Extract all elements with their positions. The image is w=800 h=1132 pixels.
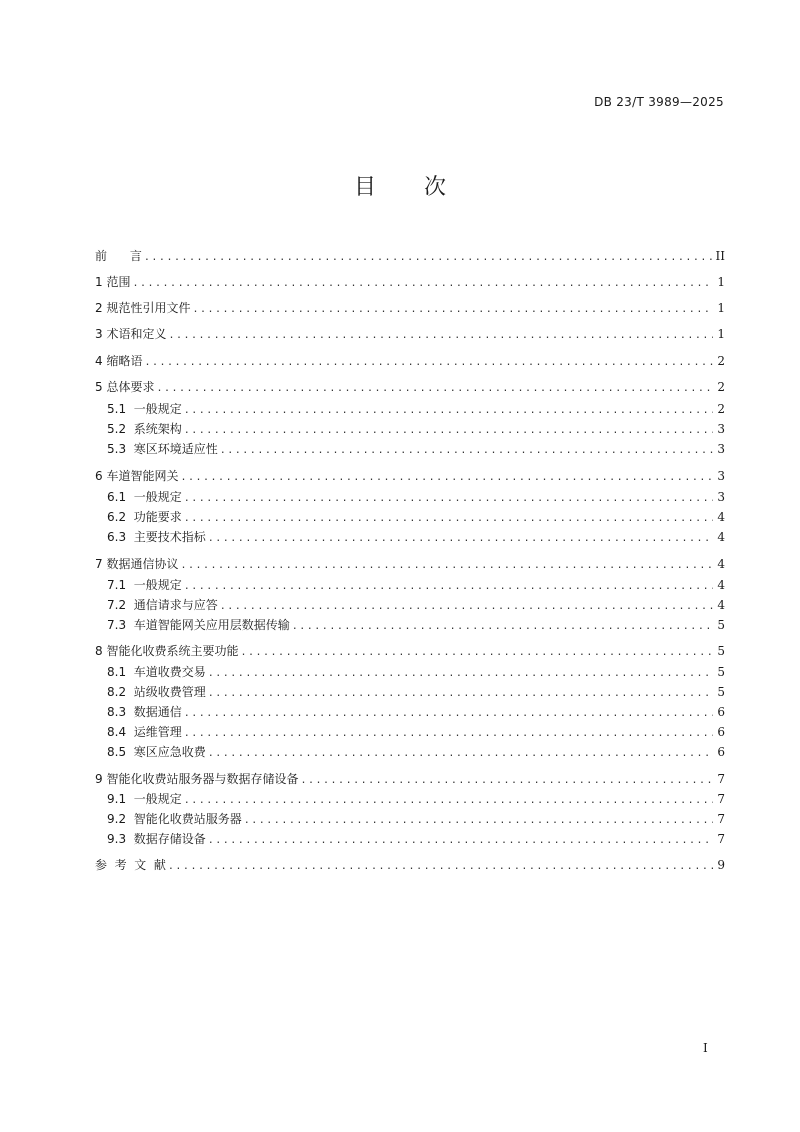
toc-dot-leader	[144, 250, 712, 266]
toc-subentry[interactable]	[107, 684, 725, 700]
toc-entry[interactable]	[95, 300, 725, 316]
toc-entry-label: 7.1 一般规定	[107, 578, 182, 592]
toc-page-number: 2	[717, 380, 725, 394]
toc-entry-label: 8.5 寒区应急收费	[107, 745, 206, 759]
toc-dot-leader	[208, 833, 714, 849]
toc-entry-label: 1 范围	[95, 275, 131, 289]
toc-page-number: 1	[717, 275, 725, 289]
toc-page-number: 2	[717, 354, 725, 368]
toc-entry-label: 4 缩略语	[95, 354, 143, 368]
standard-code: DB 23/T 3989—2025	[594, 95, 724, 109]
toc-entry[interactable]	[95, 468, 725, 484]
toc-page-number: 6	[717, 745, 725, 759]
toc-subentry[interactable]	[107, 441, 725, 457]
toc-page-number: 4	[717, 557, 725, 571]
title-char-1: 目	[353, 175, 376, 200]
toc-page-number: 4	[717, 598, 725, 612]
toc-page-number: 6	[717, 705, 725, 719]
toc-dot-leader	[184, 579, 714, 595]
page-title	[0, 170, 800, 201]
toc-dot-leader	[184, 726, 714, 742]
toc-page-number: 3	[717, 490, 725, 504]
toc-page-number: 5	[717, 685, 725, 699]
toc-page-number: 1	[717, 327, 725, 341]
toc-entry-label: 9 智能化收费站服务器与数据存储设备	[95, 772, 299, 786]
toc-subentry[interactable]	[107, 744, 725, 760]
toc-page-number: 7	[717, 812, 725, 826]
toc-entry-label: 5.1 一般规定	[107, 402, 182, 416]
toc-subentry[interactable]	[107, 509, 725, 525]
toc-entry[interactable]	[95, 326, 725, 342]
toc-entry-label: 3 术语和定义	[95, 327, 167, 341]
toc-entry-label: 8.4 运维管理	[107, 725, 182, 739]
toc-page-number: 1	[717, 301, 725, 315]
toc-dot-leader	[208, 686, 714, 702]
toc-subentry[interactable]	[107, 577, 725, 593]
toc-page-number: 6	[717, 725, 725, 739]
toc-subentry[interactable]	[107, 791, 725, 807]
toc-entry-label: 2 规范性引用文件	[95, 301, 191, 315]
toc-page-number: 7	[717, 792, 725, 806]
toc-dot-leader	[184, 793, 714, 809]
toc-entry-label: 7.3 车道智能网关应用层数据传输	[107, 618, 290, 632]
toc-page-number: 3	[717, 442, 725, 456]
toc-entry[interactable]	[95, 248, 725, 264]
toc-entry[interactable]	[95, 857, 725, 873]
toc-page-number: 4	[717, 510, 725, 524]
toc-subentry[interactable]	[107, 617, 725, 633]
toc-page-number: 3	[717, 422, 725, 436]
toc-page-number: 4	[717, 530, 725, 544]
toc-entry[interactable]	[95, 771, 725, 787]
toc-dot-leader	[156, 381, 713, 397]
toc-entry-label: 6.2 功能要求	[107, 510, 182, 524]
toc-page-number: 5	[717, 665, 725, 679]
toc-entry-label: 前 言	[95, 249, 142, 263]
toc-entry-label: 5 总体要求	[95, 380, 155, 394]
toc-entry-label: 6.1 一般规定	[107, 490, 182, 504]
toc-page-number: 7	[717, 772, 725, 786]
toc-subentry[interactable]	[107, 724, 725, 740]
toc-entry-label: 7.2 通信请求与应答	[107, 598, 218, 612]
toc-dot-leader	[220, 443, 714, 459]
toc-entry[interactable]	[95, 274, 725, 290]
toc-entry[interactable]	[95, 556, 725, 572]
toc-dot-leader	[180, 470, 713, 486]
toc-dot-leader	[168, 859, 713, 875]
toc-dot-leader	[180, 558, 713, 574]
toc-entry-label: 7 数据通信协议	[95, 557, 179, 571]
title-char-2: 次	[424, 175, 447, 200]
toc-page-number: 5	[717, 644, 725, 658]
toc-entry-label: 参 考 文 献	[95, 858, 166, 872]
toc-page-number: 7	[717, 832, 725, 846]
toc-dot-leader	[244, 813, 714, 829]
toc-dot-leader	[184, 423, 714, 439]
toc-entry-label: 6.3 主要技术指标	[107, 530, 206, 544]
toc-entry-label: 9.2 智能化收费站服务器	[107, 812, 242, 826]
toc-dot-leader	[240, 645, 713, 661]
toc-entry-label: 8.3 数据通信	[107, 705, 182, 719]
toc-entry[interactable]	[95, 643, 725, 659]
toc-dot-leader	[300, 773, 713, 789]
toc-subentry[interactable]	[107, 664, 725, 680]
toc-subentry[interactable]	[107, 489, 725, 505]
toc-dot-leader	[168, 328, 713, 344]
toc-page-number: II	[715, 249, 725, 263]
toc-dot-leader	[184, 706, 714, 722]
toc-subentry[interactable]	[107, 597, 725, 613]
toc-entry[interactable]	[95, 379, 725, 395]
toc-dot-leader	[184, 511, 714, 527]
toc-dot-leader	[292, 619, 714, 635]
toc-page-number: 5	[717, 618, 725, 632]
toc-page-number: 9	[717, 858, 725, 872]
toc-subentry[interactable]	[107, 421, 725, 437]
toc-dot-leader	[208, 531, 714, 547]
toc-dot-leader	[192, 302, 713, 318]
toc-subentry[interactable]	[107, 401, 725, 417]
toc-subentry[interactable]	[107, 831, 725, 847]
toc-entry[interactable]	[95, 353, 725, 369]
toc-entry-label: 5.2 系统架构	[107, 422, 182, 436]
toc-page-number: 3	[717, 469, 725, 483]
toc-dot-leader	[132, 276, 713, 292]
toc-entry-label: 9.3 数据存储设备	[107, 832, 206, 846]
toc-subentry[interactable]	[107, 529, 725, 545]
toc-entry-label: 6 车道智能网关	[95, 469, 179, 483]
toc-entry-label: 8.2 站级收费管理	[107, 685, 206, 699]
toc-subentry[interactable]	[107, 704, 725, 720]
toc-subentry[interactable]	[107, 811, 725, 827]
toc-entry-label: 8.1 车道收费交易	[107, 665, 206, 679]
toc-dot-leader	[144, 355, 713, 371]
toc-page-number: 2	[717, 402, 725, 416]
toc-entry-label: 9.1 一般规定	[107, 792, 182, 806]
footer-page-number: I	[703, 1041, 708, 1055]
toc-dot-leader	[220, 599, 714, 615]
toc-dot-leader	[184, 403, 714, 419]
toc-entry-label: 5.3 寒区环境适应性	[107, 442, 218, 456]
toc-dot-leader	[208, 666, 714, 682]
toc-dot-leader	[184, 491, 714, 507]
toc-entry-label: 8 智能化收费系统主要功能	[95, 644, 239, 658]
toc-page-number: 4	[717, 578, 725, 592]
toc-dot-leader	[208, 746, 714, 762]
